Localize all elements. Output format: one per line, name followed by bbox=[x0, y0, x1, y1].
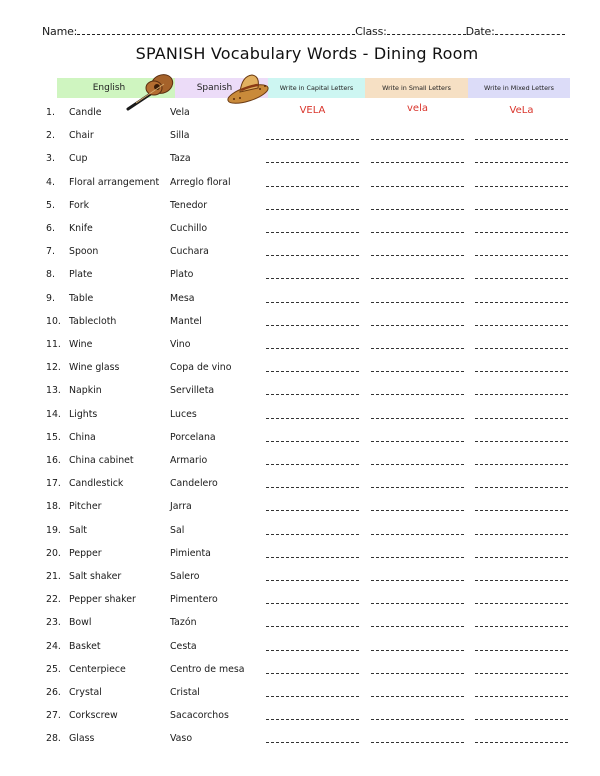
row-number: 26. bbox=[46, 687, 61, 698]
spanish-word: Sal bbox=[170, 524, 185, 536]
capital-letters-blank[interactable] bbox=[266, 418, 359, 419]
row-number: 17. bbox=[46, 478, 61, 490]
small-letters-blank[interactable] bbox=[371, 162, 464, 163]
small-letters-blank[interactable] bbox=[371, 603, 464, 604]
capital-letters-blank[interactable] bbox=[266, 209, 359, 210]
mixed-letters-blank[interactable] bbox=[475, 580, 568, 581]
column-header-small-label: Write in Small Letters bbox=[382, 84, 451, 92]
english-word: Tablecloth bbox=[69, 315, 117, 327]
english-word: Pitcher bbox=[69, 501, 102, 513]
spanish-word: Jarra bbox=[170, 501, 192, 513]
english-word: Crystal bbox=[69, 687, 102, 698]
spanish-word: Armario bbox=[170, 455, 208, 466]
spanish-word: Copa de vino bbox=[170, 362, 232, 374]
row-number: 27. bbox=[46, 710, 61, 722]
spanish-word: Vela bbox=[170, 107, 190, 118]
small-letters-blank[interactable] bbox=[371, 441, 464, 442]
vocab-row bbox=[0, 130, 600, 148]
example-small: vela bbox=[407, 103, 428, 114]
spanish-word: Arreglo floral bbox=[170, 176, 231, 188]
vocab-row bbox=[0, 385, 600, 403]
spanish-word: Porcelana bbox=[170, 431, 216, 443]
row-number: 10. bbox=[46, 315, 61, 327]
column-header-capital-label: Write in Capital Letters bbox=[279, 84, 354, 92]
row-number: 12. bbox=[46, 362, 61, 374]
mixed-letters-blank[interactable] bbox=[475, 626, 568, 627]
small-letters-blank[interactable] bbox=[371, 371, 464, 372]
spanish-word: Cesta bbox=[170, 640, 197, 652]
small-letters-blank[interactable] bbox=[371, 534, 464, 535]
capital-letters-blank[interactable] bbox=[266, 255, 359, 256]
mixed-letters-blank[interactable] bbox=[475, 418, 568, 419]
english-word: Plate bbox=[69, 269, 93, 281]
small-letters-blank[interactable] bbox=[371, 650, 464, 651]
small-letters-blank[interactable] bbox=[371, 139, 464, 140]
vocab-row bbox=[0, 571, 600, 589]
spanish-word: Silla bbox=[170, 130, 190, 142]
capital-letters-blank[interactable] bbox=[266, 394, 359, 395]
name-field[interactable] bbox=[77, 34, 355, 35]
spanish-word: Vino bbox=[170, 339, 191, 350]
mixed-letters-blank[interactable] bbox=[475, 696, 568, 697]
row-number: 28. bbox=[46, 733, 61, 745]
capital-letters-blank[interactable] bbox=[266, 348, 359, 349]
small-letters-blank[interactable] bbox=[371, 348, 464, 349]
spanish-word: Luces bbox=[170, 408, 197, 420]
mixed-letters-blank[interactable] bbox=[475, 534, 568, 535]
small-letters-blank[interactable] bbox=[371, 557, 464, 558]
vocab-row bbox=[0, 617, 600, 635]
row-number: 4. bbox=[46, 176, 55, 188]
mixed-letters-blank[interactable] bbox=[475, 209, 568, 210]
english-word: Bowl bbox=[69, 617, 92, 629]
vocab-row bbox=[0, 455, 600, 473]
row-number: 13. bbox=[46, 385, 61, 397]
date-field[interactable] bbox=[495, 34, 565, 35]
vocab-row bbox=[0, 223, 600, 241]
capital-letters-blank[interactable] bbox=[266, 742, 359, 743]
class-field[interactable] bbox=[387, 34, 466, 35]
capital-letters-blank[interactable] bbox=[266, 650, 359, 651]
student-info-line bbox=[42, 22, 572, 38]
capital-letters-blank[interactable] bbox=[266, 278, 359, 279]
english-word: Cup bbox=[69, 153, 88, 165]
row-number: 8. bbox=[46, 269, 55, 281]
small-letters-blank[interactable] bbox=[371, 418, 464, 419]
spanish-word: Servilleta bbox=[170, 385, 215, 397]
capital-letters-blank[interactable] bbox=[266, 557, 359, 558]
row-number: 11. bbox=[46, 339, 61, 350]
vocab-row bbox=[0, 548, 600, 566]
vocab-row bbox=[0, 478, 600, 496]
mixed-letters-blank[interactable] bbox=[475, 186, 568, 187]
english-word: Spoon bbox=[69, 246, 99, 258]
mixed-letters-blank[interactable] bbox=[475, 278, 568, 279]
small-letters-blank[interactable] bbox=[371, 232, 464, 233]
class-label: Class: bbox=[355, 25, 387, 38]
english-word: Napkin bbox=[69, 385, 102, 397]
spanish-word: Mantel bbox=[170, 315, 202, 327]
row-number: 14. bbox=[46, 408, 61, 420]
row-number: 24. bbox=[46, 640, 61, 652]
vocab-row bbox=[0, 339, 600, 357]
spanish-word: Cristal bbox=[170, 687, 200, 698]
spanish-word: Vaso bbox=[170, 733, 193, 745]
small-letters-blank[interactable] bbox=[371, 510, 464, 511]
vocab-row bbox=[0, 409, 600, 427]
capital-letters-blank[interactable] bbox=[266, 603, 359, 604]
capital-letters-blank[interactable] bbox=[266, 302, 359, 303]
vocab-row bbox=[0, 501, 600, 519]
row-number: 5. bbox=[46, 199, 55, 211]
spanish-word: Cuchara bbox=[170, 246, 209, 258]
english-word: Pepper bbox=[69, 547, 102, 559]
english-word: China bbox=[69, 431, 96, 443]
example-mixed: VeLa bbox=[509, 105, 534, 116]
spanish-word: Candelero bbox=[170, 478, 218, 490]
small-letters-blank[interactable] bbox=[371, 209, 464, 210]
mixed-letters-blank[interactable] bbox=[475, 441, 568, 442]
spanish-word: Salero bbox=[170, 571, 200, 582]
english-word: Candlestick bbox=[69, 478, 124, 490]
vocab-row bbox=[0, 733, 600, 751]
spanish-word: Cuchillo bbox=[170, 223, 208, 234]
spanish-word: Sacacorchos bbox=[170, 710, 229, 722]
capital-letters-blank[interactable] bbox=[266, 162, 359, 163]
spanish-word: Pimienta bbox=[170, 547, 211, 559]
capital-letters-blank[interactable] bbox=[266, 719, 359, 720]
vocab-row bbox=[0, 103, 600, 125]
english-word: Pepper shaker bbox=[69, 594, 136, 606]
row-number: 23. bbox=[46, 617, 61, 629]
row-number: 19. bbox=[46, 524, 61, 536]
date-label: Date: bbox=[465, 25, 495, 38]
row-number: 9. bbox=[46, 292, 55, 304]
vocab-row bbox=[0, 293, 600, 311]
english-word: Fork bbox=[69, 199, 90, 211]
row-number: 6. bbox=[46, 223, 55, 234]
english-word: Corkscrew bbox=[69, 710, 118, 722]
english-word: China cabinet bbox=[69, 455, 134, 466]
english-word: Chair bbox=[69, 130, 94, 142]
english-word: Salt bbox=[69, 524, 87, 536]
mixed-letters-blank[interactable] bbox=[475, 487, 568, 488]
mixed-letters-blank[interactable] bbox=[475, 673, 568, 674]
row-number: 20. bbox=[46, 547, 61, 559]
capital-letters-blank[interactable] bbox=[266, 487, 359, 488]
spanish-word: Plato bbox=[170, 269, 194, 281]
mixed-letters-blank[interactable] bbox=[475, 394, 568, 395]
capital-letters-blank[interactable] bbox=[266, 232, 359, 233]
small-letters-blank[interactable] bbox=[371, 626, 464, 627]
mixed-letters-blank[interactable] bbox=[475, 510, 568, 511]
mixed-letters-blank[interactable] bbox=[475, 719, 568, 720]
capital-letters-blank[interactable] bbox=[266, 580, 359, 581]
english-word: Centerpiece bbox=[69, 663, 126, 675]
vocab-row bbox=[0, 687, 600, 705]
column-header-mixed bbox=[468, 78, 570, 98]
spanish-word: Mesa bbox=[170, 292, 195, 304]
row-number: 1. bbox=[46, 107, 55, 118]
capital-letters-blank[interactable] bbox=[266, 464, 359, 465]
vocab-row bbox=[0, 316, 600, 334]
guitar-icon bbox=[124, 72, 176, 112]
capital-letters-blank[interactable] bbox=[266, 325, 359, 326]
capital-letters-blank[interactable] bbox=[266, 441, 359, 442]
vocab-row bbox=[0, 177, 600, 195]
small-letters-blank[interactable] bbox=[371, 742, 464, 743]
capital-letters-blank[interactable] bbox=[266, 673, 359, 674]
english-word: Candle bbox=[69, 107, 102, 118]
small-letters-blank[interactable] bbox=[371, 302, 464, 303]
vocab-row bbox=[0, 641, 600, 659]
capital-letters-blank[interactable] bbox=[266, 626, 359, 627]
vocab-row bbox=[0, 153, 600, 171]
vocab-row bbox=[0, 432, 600, 450]
example-capital: VELA bbox=[299, 105, 326, 116]
english-word: Lights bbox=[69, 408, 98, 420]
spanish-word: Taza bbox=[170, 153, 191, 165]
row-number: 15. bbox=[46, 431, 61, 443]
spanish-word: Tazón bbox=[170, 617, 197, 629]
small-letters-blank[interactable] bbox=[371, 696, 464, 697]
english-word: Wine bbox=[69, 339, 93, 350]
capital-letters-blank[interactable] bbox=[266, 696, 359, 697]
mixed-letters-blank[interactable] bbox=[475, 557, 568, 558]
spanish-word: Pimentero bbox=[170, 594, 218, 606]
row-number: 16. bbox=[46, 455, 61, 466]
mixed-letters-blank[interactable] bbox=[475, 348, 568, 349]
capital-letters-blank[interactable] bbox=[266, 186, 359, 187]
small-letters-blank[interactable] bbox=[371, 673, 464, 674]
vocab-row bbox=[0, 525, 600, 543]
vocab-row bbox=[0, 362, 600, 380]
row-number: 21. bbox=[46, 571, 61, 582]
sombrero-icon bbox=[226, 70, 270, 106]
column-header-spanish-label: Spanish bbox=[196, 83, 233, 93]
english-word: Glass bbox=[69, 733, 95, 745]
page-title: SPANISH Vocabulary Words - Dining Room bbox=[135, 44, 479, 63]
small-letters-blank[interactable] bbox=[371, 394, 464, 395]
mixed-letters-blank[interactable] bbox=[475, 464, 568, 465]
vocab-row bbox=[0, 594, 600, 612]
english-word: Wine glass bbox=[69, 362, 120, 374]
english-word: Knife bbox=[69, 223, 93, 234]
capital-letters-blank[interactable] bbox=[266, 510, 359, 511]
english-word: Table bbox=[69, 292, 94, 304]
row-number: 22. bbox=[46, 594, 61, 606]
spanish-word: Centro de mesa bbox=[170, 663, 245, 675]
vocab-row bbox=[0, 269, 600, 287]
capital-letters-blank[interactable] bbox=[266, 371, 359, 372]
small-letters-blank[interactable] bbox=[371, 580, 464, 581]
spanish-word: Tenedor bbox=[170, 199, 208, 211]
vocab-row bbox=[0, 664, 600, 682]
row-number: 18. bbox=[46, 501, 61, 513]
mixed-letters-blank[interactable] bbox=[475, 325, 568, 326]
mixed-letters-blank[interactable] bbox=[475, 255, 568, 256]
column-header-small bbox=[365, 78, 468, 98]
capital-letters-blank[interactable] bbox=[266, 139, 359, 140]
mixed-letters-blank[interactable] bbox=[475, 371, 568, 372]
mixed-letters-blank[interactable] bbox=[475, 139, 568, 140]
small-letters-blank[interactable] bbox=[371, 487, 464, 488]
small-letters-blank[interactable] bbox=[371, 186, 464, 187]
small-letters-blank[interactable] bbox=[371, 325, 464, 326]
capital-letters-blank[interactable] bbox=[266, 534, 359, 535]
english-word: Floral arrangement bbox=[69, 176, 160, 188]
small-letters-blank[interactable] bbox=[371, 278, 464, 279]
row-number: 2. bbox=[46, 130, 55, 142]
column-header-mixed-label: Write in Mixed Letters bbox=[484, 84, 554, 92]
vocab-row bbox=[0, 710, 600, 728]
mixed-letters-blank[interactable] bbox=[475, 650, 568, 651]
small-letters-blank[interactable] bbox=[371, 464, 464, 465]
mixed-letters-blank[interactable] bbox=[475, 232, 568, 233]
column-header-capital bbox=[268, 78, 365, 98]
vocab-row bbox=[0, 246, 600, 264]
small-letters-blank[interactable] bbox=[371, 255, 464, 256]
row-number: 3. bbox=[46, 153, 55, 165]
column-header-english-label: English bbox=[92, 83, 126, 93]
mixed-letters-blank[interactable] bbox=[475, 302, 568, 303]
mixed-letters-blank[interactable] bbox=[475, 742, 568, 743]
english-word: Basket bbox=[69, 640, 101, 652]
vocab-row bbox=[0, 200, 600, 218]
row-number: 7. bbox=[46, 246, 55, 258]
mixed-letters-blank[interactable] bbox=[475, 162, 568, 163]
row-number: 25. bbox=[46, 663, 61, 675]
small-letters-blank[interactable] bbox=[371, 719, 464, 720]
mixed-letters-blank[interactable] bbox=[475, 603, 568, 604]
english-word: Salt shaker bbox=[69, 571, 122, 582]
name-label: Name: bbox=[42, 25, 78, 38]
